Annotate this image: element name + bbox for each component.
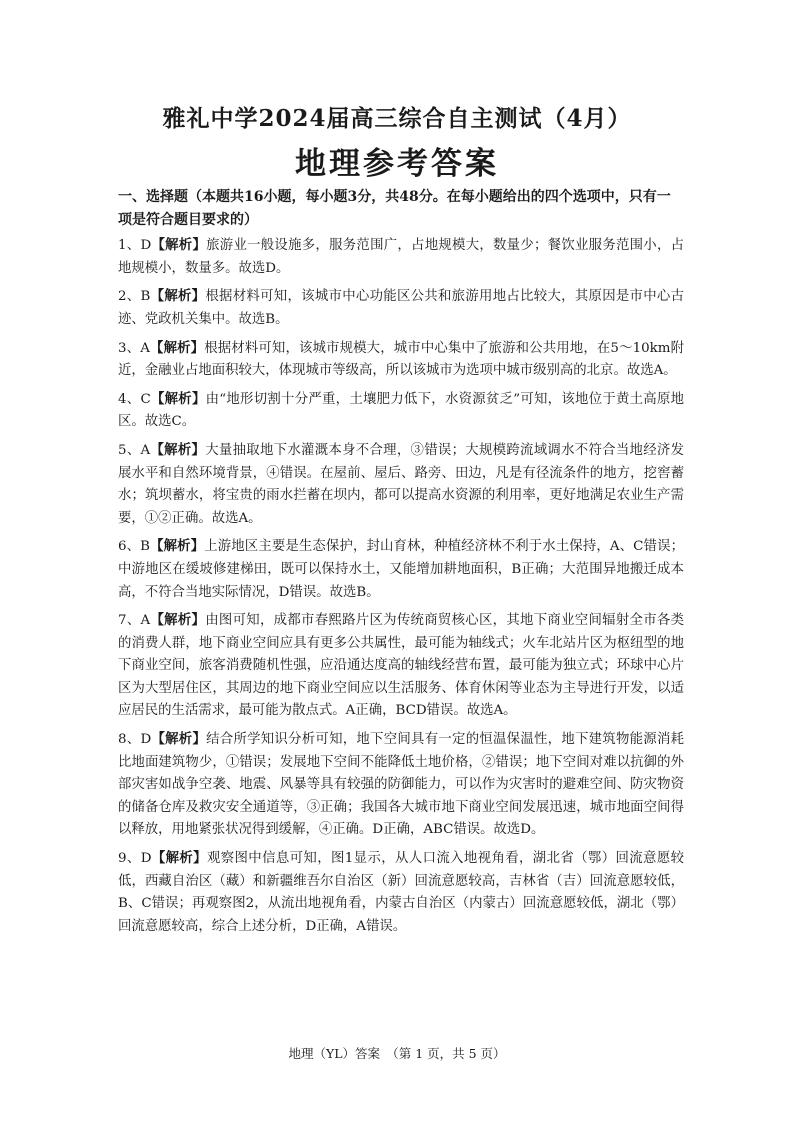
answer-item [118, 847, 684, 938]
answer-number: 1、D [118, 238, 152, 254]
answer-number: 7、A [118, 613, 151, 629]
answer-number: 6、B [118, 539, 151, 555]
section-heading: 一、选择题（本题共16小题，每小题3分，共48分。在每小题给出的四个选项中，只有一项是符合题目要求的） [118, 189, 671, 228]
analysis-tag: 【解析】 [150, 288, 206, 305]
analysis-tag: 【解析】 [151, 237, 207, 254]
answer-item [118, 285, 684, 331]
answer-item [118, 234, 684, 280]
answer-item [118, 388, 684, 434]
answer-text: 根据材料可知，该城市中心功能区公共和旅游用地占比较大，其原因是市中心古迹、党政机关集中。故选B。 [118, 289, 684, 327]
answer-text: 观察图中信息可知，图1显示，从人口流入地视角看，湖北省（鄂）回流意愿较低，西藏自治区（藏）和新疆维吾尔自治区（新）回流意愿较高，吉林省（吉）回流意愿较低，B、C错误；再观察图2，从流出地视角看，内蒙古自治区（内蒙古）回流意愿较低，湖北（鄂）回流意愿较高，综合上述分析，D正确，A错误。 [118, 851, 684, 934]
answer-text: 大量抽取地下水灌溉本身不合理，③错误；大规模跨流域调水不符合当地经济发展水平和自然环境背景，④错误。在屋前、屋后、路旁、田边，凡是有径流条件的地方，挖窖蓄水；筑坝蓄水，将宝贵的雨水拦蓄在坝内，都可以提高水资源的利用率，更好地满足农业生产需要，①②正确。故选A。 [118, 442, 684, 526]
answer-number: 9、D [118, 851, 152, 867]
answer-text: 结合所学知识分析可知，地下空间具有一定的恒温保温性，地下建筑物能源消耗比地面建筑物少，①错误；发展地下空间不能降低土地价格，②错误；地下空间对难以抗御的外部灾害如战争空袭、地震、风暴等具有较强的防御能力，可以作为灾害时的避难空间、防灾物资的储备仓库及救灾安全通道等，③正确；我国各大城市地下商业空间发展迅速，城市地面空间得以释放，用地紧张状况得到缓解，④正确。D正确，ABC错误。故选D。 [118, 732, 685, 838]
answer-text: 由图可知，成都市春熙路片区为传统商贸核心区，其地下商业空间辐射全市各类的消费人群，地下商业空间应具有更多公共属性，最可能为轴线式；火车北站片区为枢纽型的地下商业空间，旅客消费随机性强，应沿通达度高的轴线经营布置，最可能为独立式；环球中心片区为大型居住区，其周边的地下商业空间应以生活服务、体育休闲等业态为主导进行开发，以适应居民的生活需求，最可能为散点式。A正确，BCD错误。故选A。 [118, 613, 684, 719]
analysis-tag: 【解析】 [150, 538, 205, 555]
exam-title: 雅礼中学2024届高三综合自主测试（4月） [162, 105, 632, 132]
answer-number: 8、D [118, 732, 152, 748]
analysis-tag: 【解析】 [151, 731, 207, 748]
answer-item [118, 609, 684, 723]
analysis-tag: 【解析】 [150, 612, 206, 629]
answer-text: 由“地形切割十分严重，土壤肥力低下，水资源贫乏”可知，该地位于黄土高原地区。故选C。 [118, 391, 685, 430]
answer-content [118, 186, 684, 943]
answer-text: 根据材料可知，该城市规模大，城市中心集中了旅游和公共用地，在5～10km附近，金融业占地面积较大，体现城市等级高，所以该城市为选项中城市级别高的北京。故选A。 [118, 340, 684, 379]
answer-text: 上游地区主要是生态保护，封山育林，种植经济林不利于水土保持，A、C错误；中游地区在缓坡修建梯田，既可以保持水土，又能增加耕地面积，B正确；大范围异地搬迁成本高，不符合当地实际情况，D错误。故选B。 [118, 539, 684, 600]
answer-item [118, 535, 684, 604]
answer-key-title: 地理参考答案 [295, 146, 499, 182]
answer-item [118, 439, 684, 530]
answer-item [118, 728, 684, 842]
answer-number: 5、A [118, 442, 151, 458]
analysis-tag: 【解析】 [150, 441, 206, 458]
answer-text: 旅游业一般设施多，服务范围广，占地规模大，数量少；餐饮业服务范围小，占地规模小，数量多。故选D。 [118, 238, 685, 276]
answer-number: 4、C [118, 391, 151, 407]
analysis-tag: 【解析】 [150, 390, 206, 407]
answer-item [118, 337, 684, 383]
page-footer: 地理（YL）答案 （第 1 页，共 5 页） [288, 1046, 506, 1061]
answer-number: 2、B [118, 289, 151, 305]
answer-number: 3、A [118, 340, 150, 356]
analysis-tag: 【解析】 [149, 339, 205, 356]
analysis-tag: 【解析】 [151, 850, 207, 867]
